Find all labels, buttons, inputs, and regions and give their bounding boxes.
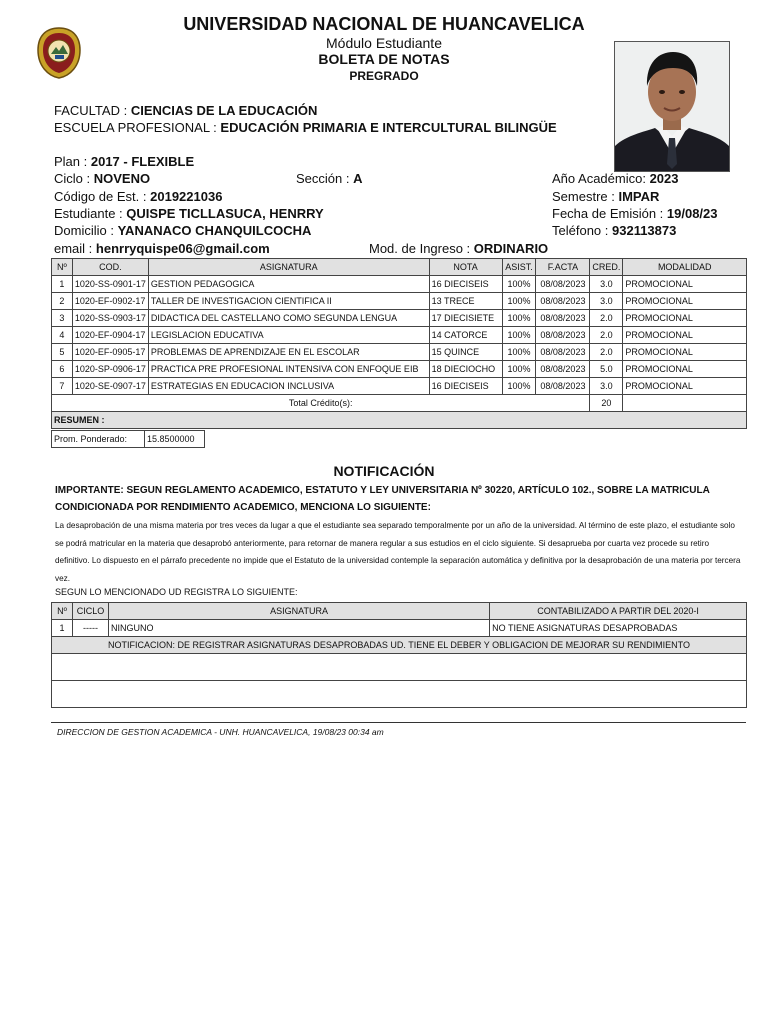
grades-header-row: [52, 259, 747, 276]
fecha-value: 19/08/23: [666, 206, 718, 221]
footer-divider: [51, 722, 746, 723]
row-cred: 3.0: [590, 378, 623, 395]
table-row: [52, 344, 747, 361]
row-asignatura: TALLER DE INVESTIGACION CIENTIFICA II: [148, 293, 429, 310]
row-facta: 08/08/2023: [536, 293, 590, 310]
row-cod: 1020-SS-0903-17: [72, 310, 148, 327]
table-row: [52, 620, 747, 637]
row-nota: 16 DIECISEIS: [429, 378, 502, 395]
row-cred: 2.0: [590, 344, 623, 361]
row-asist: 100%: [502, 378, 536, 395]
total-credits: 20: [590, 395, 623, 412]
table-row: [52, 361, 747, 378]
desaprobadas-header-row: [52, 603, 747, 620]
module-name: Módulo Estudiante: [326, 35, 442, 51]
row-cred: 2.0: [590, 327, 623, 344]
row-cred: 2.0: [590, 310, 623, 327]
document-level: PREGRADO: [349, 69, 419, 83]
plan-value: 2017 - FLEXIBLE: [90, 154, 195, 169]
notification-segun: SEGUN LO MENCIONADO UD REGISTRA LO SIGUIENTE:: [55, 587, 298, 597]
row-asignatura: PROBLEMAS DE APRENDIZAJE EN EL ESCOLAR: [148, 344, 429, 361]
estudiante-line: Estudiante : QUISPE TICLLASUCA, HENRRY: [54, 206, 324, 221]
ciclo-line: Ciclo : NOVENO: [54, 171, 151, 186]
row-asist: 100%: [502, 293, 536, 310]
codigo-value: 2019221036: [150, 189, 223, 204]
telefono-line: Teléfono : 932113873: [552, 223, 677, 238]
row-asignatura: ESTRATEGIAS EN EDUCACION INCLUSIVA: [148, 378, 429, 395]
row-asignatura: LEGISLACION EDUCATIVA: [148, 327, 429, 344]
desaprobadas-table: [51, 602, 747, 708]
row-asignatura: NINGUNO: [108, 620, 489, 637]
resumen-row: [52, 412, 747, 429]
row-modalidad: PROMOCIONAL: [623, 378, 747, 395]
prom-table: [51, 430, 205, 448]
row-asist: 100%: [502, 361, 536, 378]
row-facta: 08/08/2023: [536, 327, 590, 344]
total-row: [52, 395, 747, 412]
seccion-line: Sección : A: [296, 171, 363, 186]
col-header-ciclo: CICLO: [72, 603, 108, 620]
row-asignatura: PRACTICA PRE PROFESIONAL INTENSIVA CON ENFOQUE EIB: [148, 361, 429, 378]
row-asist: 100%: [502, 310, 536, 327]
row-cred: 3.0: [590, 276, 623, 293]
facultad-value: CIENCIAS DE LA EDUCACIÓN: [130, 103, 318, 118]
row-asignatura: GESTION PEDAGOGICA: [148, 276, 429, 293]
row-modalidad: PROMOCIONAL: [623, 310, 747, 327]
prom-label: Prom. Ponderado:: [52, 431, 145, 448]
row-asignatura: DIDACTICA DEL CASTELLANO COMO SEGUNDA LENGUA: [148, 310, 429, 327]
row-modalidad: PROMOCIONAL: [623, 361, 747, 378]
footer-text: DIRECCION DE GESTION ACADEMICA - UNH. HUANCAVELICA, 19/08/23 00:34 am: [57, 727, 384, 737]
notification-important: IMPORTANTE: SEGUN REGLAMENTO ACADEMICO, ESTATUTO Y LEY UNIVERSITARIA Nº 30220, ARTÍCULO 102., SOBRE LA MATRICULA CONDICIONADA POR RENDIMIENTO ACADEMICO, MENCIONA LO SIGUIENTE:: [55, 485, 710, 513]
telefono-value: 932113873: [612, 223, 677, 238]
row-facta: 08/08/2023: [536, 378, 590, 395]
table-row: [52, 327, 747, 344]
anio-line: Año Académico: 2023: [552, 171, 679, 186]
row-cred: 3.0: [590, 293, 623, 310]
row-cod: 1020-EF-0905-17: [72, 344, 148, 361]
row-asist: 100%: [502, 327, 536, 344]
row-nota: 14 CATORCE: [429, 327, 502, 344]
row-facta: 08/08/2023: [536, 310, 590, 327]
anio-value: 2023: [649, 171, 679, 186]
row-nota: 17 DIECISIETE: [429, 310, 502, 327]
row-modalidad: PROMOCIONAL: [623, 327, 747, 344]
facultad-line: FACULTAD : CIENCIAS DE LA EDUCACIÓN: [54, 103, 318, 118]
row-cod: 1020-SP-0906-17: [72, 361, 148, 378]
row-asist: 100%: [502, 344, 536, 361]
notification-warning: NOTIFICACION: DE REGISTRAR ASIGNATURAS DESAPROBADAS UD. TIENE EL DEBER Y OBLIGACION DE MEJORAR SU RENDIMIENTO: [52, 637, 747, 654]
col-header-num: Nº: [52, 603, 73, 620]
table-row: [52, 293, 747, 310]
col-header-asist: ASIST.: [502, 259, 536, 276]
row-nota: 13 TRECE: [429, 293, 502, 310]
row-num: 5: [52, 344, 73, 361]
notification-body: La desaprobación de una misma materia por tres veces da lugar a que el estudiante sea separado temporalmente por un año de la universidad. Al término de este plazo, el estudiante solo se podrá matricular en la materia que desaprobó anteriormente, para retornar de manera regular a sus estudios en el ciclo siguiente. Si desaprueba por cuarta vez procede su retiro definitivo. Lo dispuesto en el párrafo precedente no impide que el Estatuto de la universidad contemple la separación automática y definitiva por la desaprobación de una materia por tercera vez.: [55, 521, 741, 583]
col-header-asignatura: ASIGNATURA: [108, 603, 489, 620]
total-label: Total Crédito(s):: [52, 395, 590, 412]
email-line: email : henrryquispe06@gmail.com: [54, 241, 270, 256]
semestre-line: Semestre : IMPAR: [552, 189, 660, 204]
blank-row: [52, 654, 747, 681]
row-modalidad: PROMOCIONAL: [623, 293, 747, 310]
col-header-cred: CRED.: [590, 259, 623, 276]
document-title: BOLETA DE NOTAS: [318, 51, 450, 67]
col-header-asignatura: ASIGNATURA: [148, 259, 429, 276]
row-modalidad: PROMOCIONAL: [623, 276, 747, 293]
row-facta: 08/08/2023: [536, 276, 590, 293]
warning-row: [52, 637, 747, 654]
row-cod: 1020-SE-0907-17: [72, 378, 148, 395]
ingreso-value: ORDINARIO: [473, 241, 549, 256]
row-num: 2: [52, 293, 73, 310]
seccion-value: A: [353, 171, 363, 186]
codigo-line: Código de Est. : 2019221036: [54, 189, 223, 204]
col-header-facta: F.ACTA: [536, 259, 590, 276]
grades-table: [51, 258, 747, 429]
row-cod: 1020-SS-0901-17: [72, 276, 148, 293]
fecha-line: Fecha de Emisión : 19/08/23: [552, 206, 718, 221]
row-facta: 08/08/2023: [536, 361, 590, 378]
col-header-contabilizado: CONTABILIZADO A PARTIR DEL 2020-I: [490, 603, 747, 620]
student-photo: [614, 41, 730, 172]
table-row: [52, 310, 747, 327]
row-nota: 18 DIECIOCHO: [429, 361, 502, 378]
row-asist: 100%: [502, 276, 536, 293]
row-num: 6: [52, 361, 73, 378]
row-facta: 08/08/2023: [536, 344, 590, 361]
blank-row: [52, 681, 747, 708]
row-nota: 15 QUINCE: [429, 344, 502, 361]
row-num: 4: [52, 327, 73, 344]
domicilio-line: Domicilio : YANANACO CHANQUILCOCHA: [54, 223, 312, 238]
row-cod: 1020-EF-0904-17: [72, 327, 148, 344]
ingreso-line: Mod. de Ingreso : ORDINARIO: [369, 241, 549, 256]
row-num: 3: [52, 310, 73, 327]
notification-title: NOTIFICACIÓN: [333, 463, 435, 479]
row-ciclo: -----: [72, 620, 108, 637]
row-num: 7: [52, 378, 73, 395]
escuela-value: EDUCACIÓN PRIMARIA E INTERCULTURAL BILINGÜE: [220, 120, 557, 135]
ciclo-value: NOVENO: [93, 171, 151, 186]
col-header-cod: COD.: [72, 259, 148, 276]
table-row: [52, 378, 747, 395]
row-cod: 1020-EF-0902-17: [72, 293, 148, 310]
row-num: 1: [52, 276, 73, 293]
row-nota: 16 DIECISEIS: [429, 276, 502, 293]
prom-value: 15.8500000: [145, 431, 205, 448]
plan-line: Plan : 2017 - FLEXIBLE: [54, 154, 195, 169]
col-header-nota: NOTA: [429, 259, 502, 276]
email-value: henrryquispe06@gmail.com: [95, 241, 270, 256]
col-header-num: Nº: [52, 259, 73, 276]
domicilio-value: YANANACO CHANQUILCOCHA: [117, 223, 312, 238]
university-name: UNIVERSIDAD NACIONAL DE HUANCAVELICA: [183, 14, 585, 34]
row-num: 1: [52, 620, 73, 637]
row-modalidad: PROMOCIONAL: [623, 344, 747, 361]
resumen-label: RESUMEN :: [52, 412, 747, 429]
col-header-modalidad: MODALIDAD: [623, 259, 747, 276]
escuela-line: ESCUELA PROFESIONAL : EDUCACIÓN PRIMARIA E INTERCULTURAL BILINGÜE: [54, 120, 557, 135]
row-cred: 5.0: [590, 361, 623, 378]
row-contabilizado: NO TIENE ASIGNATURAS DESAPROBADAS: [490, 620, 747, 637]
table-row: [52, 276, 747, 293]
semestre-value: IMPAR: [618, 189, 660, 204]
estudiante-value: QUISPE TICLLASUCA, HENRRY: [126, 206, 324, 221]
